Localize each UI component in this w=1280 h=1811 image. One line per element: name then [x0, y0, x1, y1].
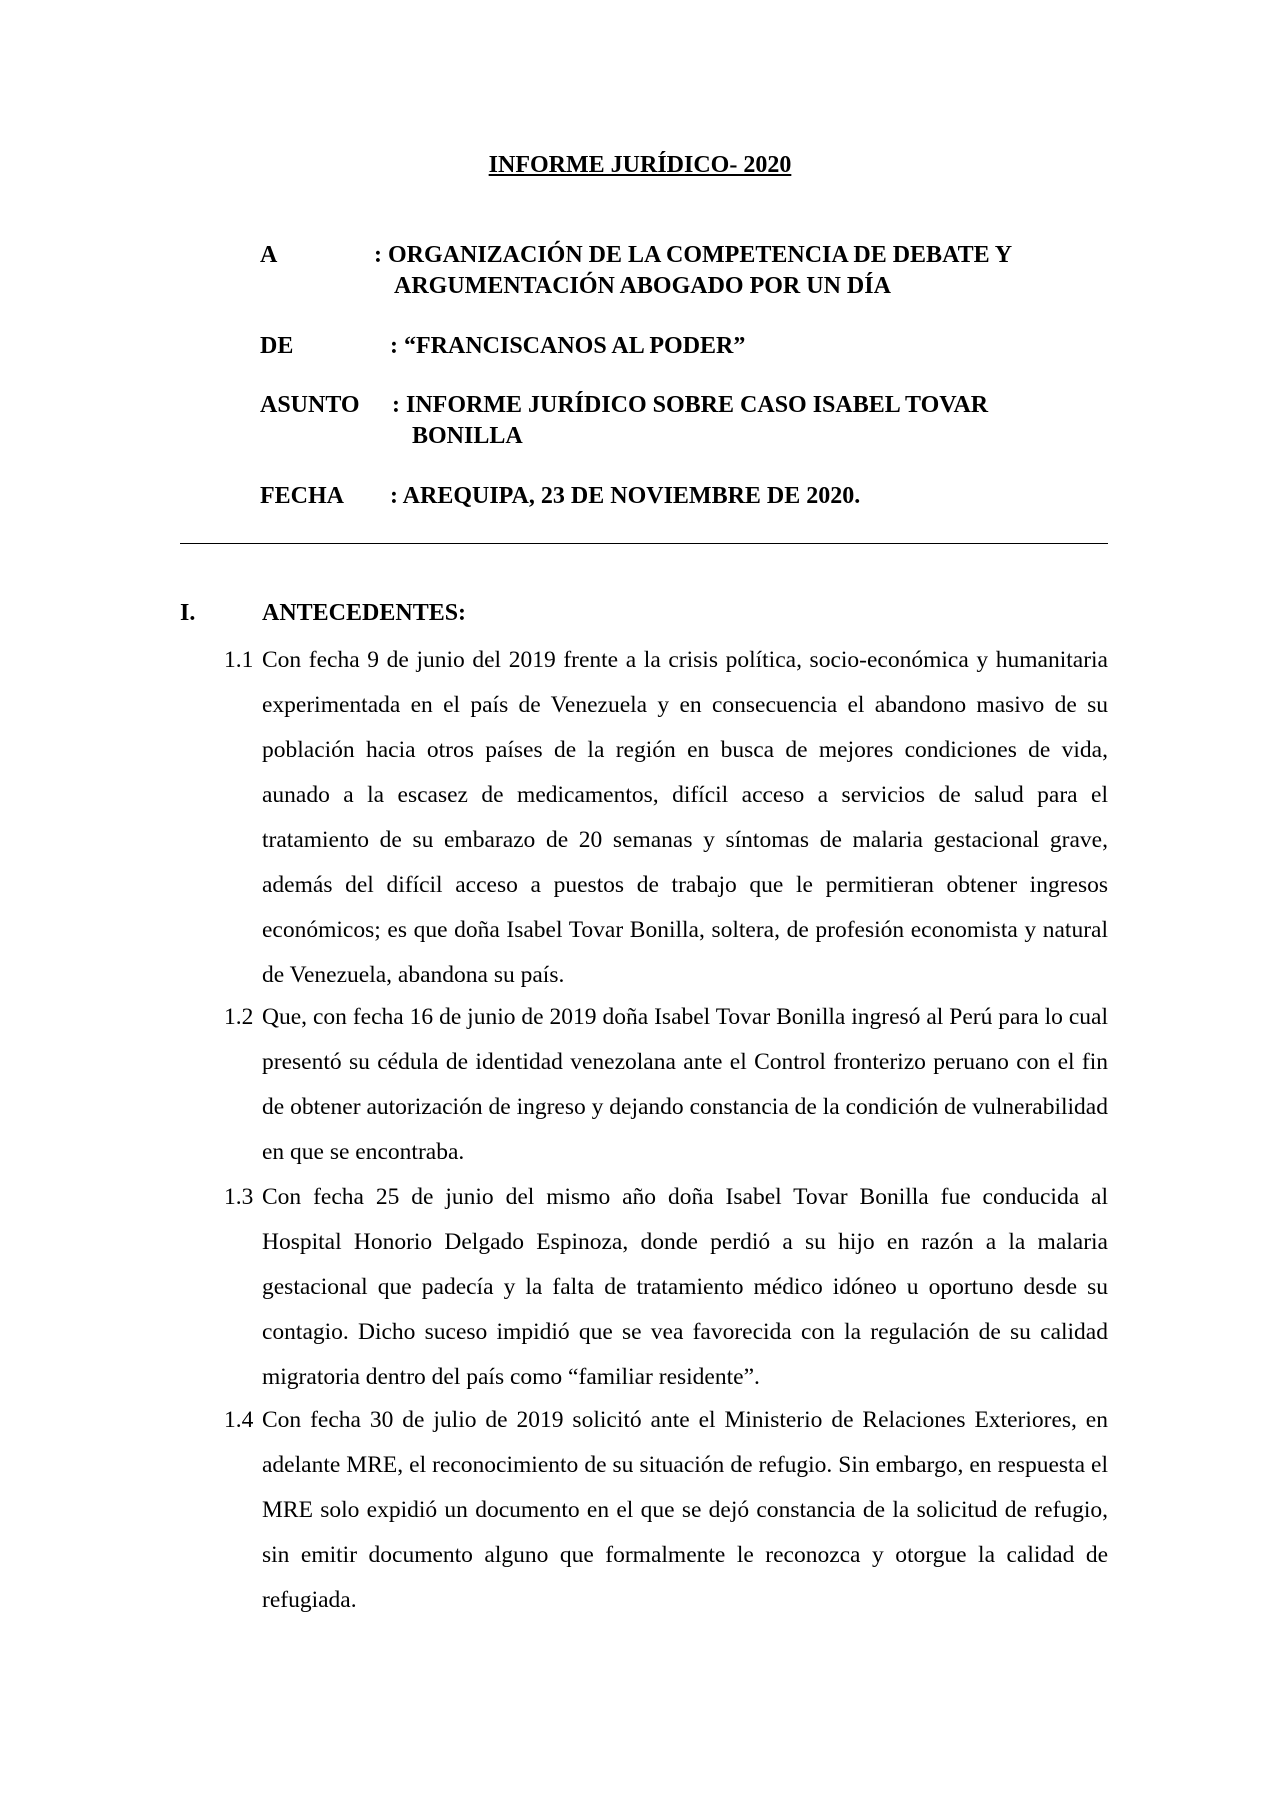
header-label-date: FECHA [260, 483, 344, 509]
section-title: ANTECEDENTES: [262, 600, 467, 626]
header-value-subject-line2: BONILLA [412, 423, 523, 449]
item-number: 1.1 [224, 647, 254, 673]
header-value-to-line2: ARGUMENTACIÓN ABOGADO POR UN DÍA [394, 273, 891, 299]
list-item [224, 1398, 1108, 1623]
item-number: 1.2 [224, 1004, 254, 1030]
item-number: 1.3 [224, 1184, 254, 1210]
list-item [224, 995, 1108, 1175]
header-label-to: A [260, 242, 278, 268]
header-divider [180, 543, 1108, 544]
item-text: Con fecha 25 de junio del mismo año doña Isabel Tovar Bonilla fue conducida al Hospital Honorio Delgado Espinoza, donde perdió a su hijo en razón a la malaria gestacional que padecía y la falta de tratamiento médico idóneo u oportuno desde su contagio. Dicho suceso impidió que se vea favorecida con la regulación de su calidad migratoria dentro del país como “familiar residente”. [262, 1184, 1108, 1390]
item-text: Con fecha 30 de julio de 2019 solicitó ante el Ministerio de Relaciones Exteriores, en adelante MRE, el reconocimiento de su situación de refugio. Sin embargo, en respuesta el MRE solo expidió un documento en el que se dejó constancia de la solicitud de refugio, sin emitir documento alguno que formalmente le reconozca y otorgue la calidad de refugiada. [262, 1407, 1108, 1613]
item-text: Que, con fecha 16 de junio de 2019 doña Isabel Tovar Bonilla ingresó al Perú para lo cual presentó su cédula de identidad venezolana ante el Control fronterizo peruano con el fin de obtener autorización de ingreso y dejando constancia de la condición de vulnerabilidad en que se encontraba. [262, 1004, 1108, 1165]
header-label-subject: ASUNTO [260, 392, 360, 418]
header-value-to [374, 240, 1012, 302]
item-number: 1.4 [224, 1407, 254, 1433]
header-value-subject [392, 390, 988, 452]
header-label-from: DE [260, 333, 294, 359]
document-title: INFORME JURÍDICO- 2020 [488, 152, 792, 178]
header-value-date: : AREQUIPA, 23 DE NOVIEMBRE DE 2020. [390, 483, 861, 509]
section-number: I. [180, 600, 196, 626]
header-value-from: : “FRANCISCANOS AL PODER” [390, 333, 746, 359]
header-value-to-line1: : ORGANIZACIÓN DE LA COMPETENCIA DE DEBATE Y [374, 242, 1013, 268]
list-item [224, 638, 1108, 998]
header-value-subject-line1: : INFORME JURÍDICO SOBRE CASO ISABEL TOVAR [392, 392, 989, 418]
list-item [224, 1175, 1108, 1400]
item-text: Con fecha 9 de junio del 2019 frente a la crisis política, socio-económica y humanitaria experimentada en el país de Venezuela y en consecuencia el abandono masivo de su población hacia otros países de la región en busca de mejores condiciones de vida, aunado a la escasez de medicamentos, difícil acceso a servicios de salud para el tratamiento de su embarazo de 20 semanas y síntomas de malaria gestacional grave, además del difícil acceso a puestos de trabajo que le permitieran obtener ingresos económicos; es que doña Isabel Tovar Bonilla, soltera, de profesión economista y natural de Venezuela, abandona su país. [262, 647, 1108, 988]
